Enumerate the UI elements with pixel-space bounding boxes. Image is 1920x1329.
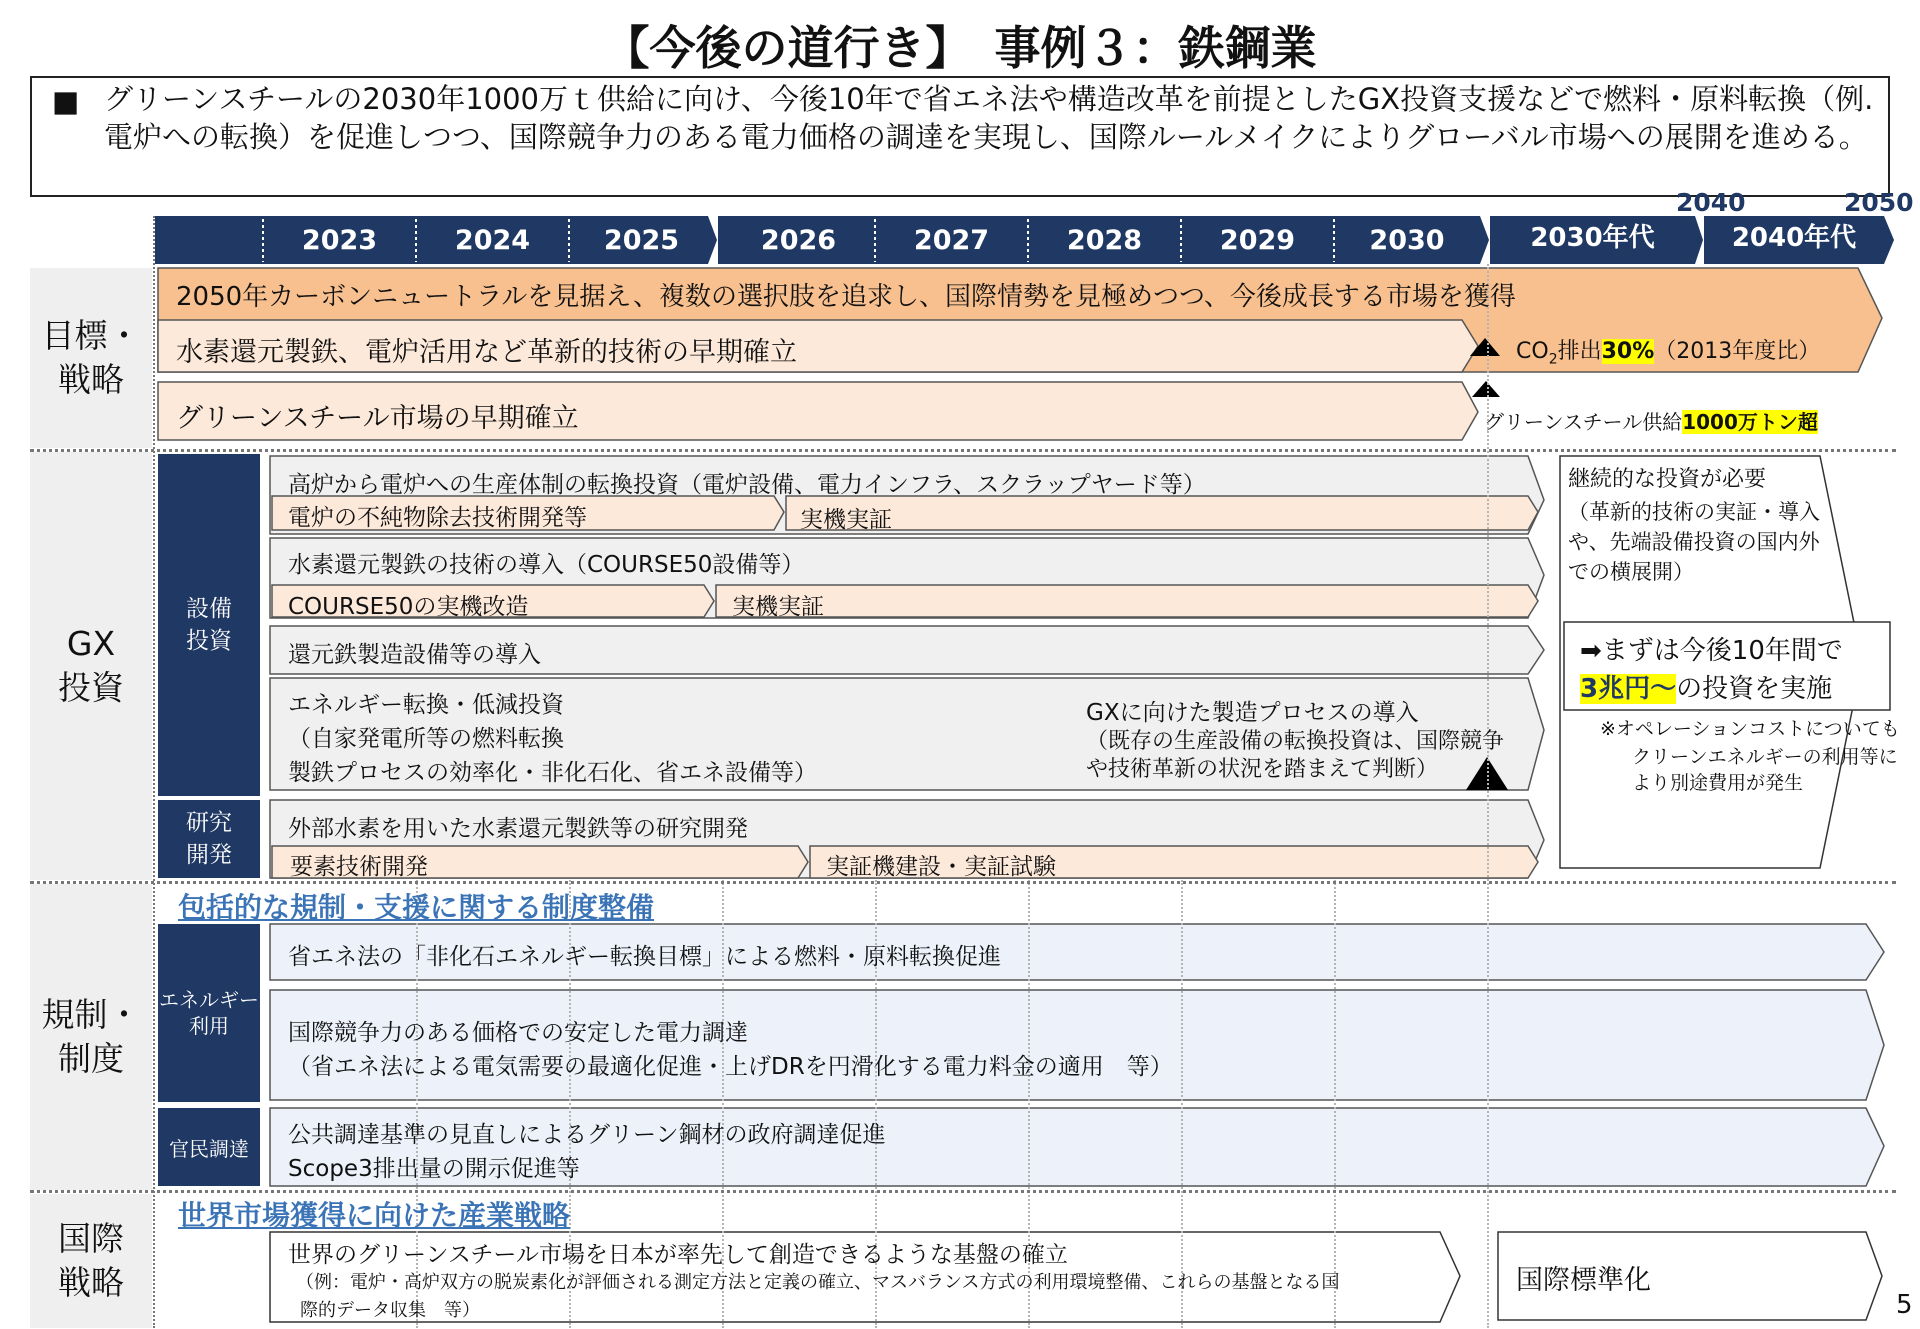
year-above-2040: 2040 [1676,188,1746,217]
gx-box-4-right3: や技術革新の状況を踏まえて判断） [1086,757,1439,782]
year-2027: 2027 [913,225,990,256]
gx-side-line3: や、先端設備投資の国内外 [1568,530,1820,554]
reg-arrow-2-line1: 国際競争力のある価格での安定した電力調達 [288,1020,748,1046]
page-number: 5 [1896,1290,1913,1320]
year-2025: 2025 [603,225,680,256]
gx-side-line2: （革新的技術の実証・導入 [1568,500,1820,524]
year-2029: 2029 [1219,225,1296,256]
gx-invest-line1: ➡まずは今後10年間で [1580,636,1843,666]
gx-box-5-title: 外部水素を用いた水素還元製鉄等の研究開発 [288,816,748,842]
reg-public-label: 官民調達 [158,1108,260,1186]
decade-2040s: 2040年代 [1731,223,1857,253]
intl-heading[interactable]: 世界市場獲得に向けた産業戦略 [178,1199,571,1232]
gx-box-1-sub1-text: 電炉の不純物除去技術開発等 [288,505,587,531]
decade-2030s: 2030年代 [1530,223,1655,253]
gx-box-5-sub1-text: 要素技術開発 [290,854,428,880]
reg-arrow-3-line1: 公共調達基準の見直しによるグリーン鋼材の政府調達促進 [288,1122,886,1148]
year-2024: 2024 [454,225,531,256]
gx-box-4-line2: （自家発電所等の燃料転換 [288,726,564,752]
gx-box-1-sub2-text: 実機実証 [800,507,892,533]
gx-box-2-title: 水素還元製鉄の技術の導入（COURSE50設備等） [288,552,805,578]
intl-arrow-2-text: 国際標準化 [1516,1265,1651,1296]
gx-box-2-sub2 [716,585,1538,617]
summary-bullet: ■ [52,84,80,118]
row-separator [30,1190,1896,1193]
year-2030: 2030 [1369,225,1445,256]
gx-note-line2: クリーンエネルギーの利用等に [1632,746,1898,768]
gx-invest-line2: 3兆円～の投資を実施 [1580,674,1833,704]
intl-arrow-1-line3: 際的データ収集 等） [300,1300,480,1321]
grid-line [153,216,155,1328]
row-label-gx: GX 投資 [30,452,152,880]
reg-arrow-3-line2: Scope3排出量の開示促進等 [288,1156,580,1182]
supply-target: グリーンスチール供給1000万トン超 [1484,410,1818,434]
reg-energy-label: エネルギー 利用 [158,924,260,1102]
gx-side-line4: での横展開） [1568,560,1694,584]
summary-text: グリーンスチールの2030年1000万ｔ供給に向け、今後10年で省エネ法や構造改革を前提としたGX投資支援などで燃料・原料転換（例.電炉への転換）を促進しつつ、国際競争力のある電力価格の調達を実現し、国際ルールメイクによりグローバル市場への展開を進める。 [104,82,1874,154]
reg-heading[interactable]: 包括的な規制・支援に関する制度整備 [178,891,655,924]
gx-box-2-sub1-text: COURSE50の実機改造 [288,594,529,620]
co2-target: $CO_2$排出30%（2013年度比） [1516,339,1821,368]
year-2026: 2026 [760,225,837,256]
page-title: 【今後の道行き】 事例３：鉄鋼業 [603,21,1317,75]
gx-rd-label: 研究 開発 [158,800,260,878]
year-2028: 2028 [1066,225,1143,256]
reg-arrow-1-text: 省エネ法の「非化石エネルギー転換目標」による燃料・原料転換促進 [288,944,1001,970]
intl-arrow-1-line2: （例：電炉・高炉双方の脱炭素化が評価される測定方法と定義の確立、マスバランス方式の利用環境整備、これらの基盤となる国 [296,1272,1340,1293]
gx-box-1-sub2 [786,496,1538,530]
goal-market-text: グリーンスチール市場の早期確立 [176,403,579,434]
gx-side-line1: 継続的な投資が必要 [1568,467,1767,492]
row-separator [30,881,1896,884]
gx-box-4-line1: エネルギー転換・低減投資 [288,692,564,718]
gx-note-line1: ※オペレーションコストについても [1600,718,1900,740]
year-above-2050: 2050 [1844,188,1914,217]
grid-line [1334,880,1336,1328]
gx-box-5-sub2-text: 実証機建設・実証試験 [826,854,1056,880]
gx-box-1-title: 高炉から電炉への生産体制の転換投資（電炉設備、電力インフラ、スクラップヤード等） [288,472,1206,498]
year-2023: 2023 [301,225,378,256]
row-separator [30,449,1896,452]
intl-arrow-1-line1: 世界のグリーンスチール市場を日本が率先して創造できるような基盤の確立 [288,1242,1068,1268]
gx-note-line3: より別途費用が発生 [1632,772,1804,794]
supply-triangle-marker [1472,381,1500,397]
row-label-reg: 規制・ 制度 [30,884,152,1190]
reg-arrow-2-line2: （省エネ法による電気需要の最適化促進・上げDRを円滑化する電力料金の適用 等） [288,1054,1173,1080]
gx-box-4-right2: （既存の生産設備の転換投資は、国際競争 [1086,729,1505,754]
gx-box-2-sub2-text: 実機実証 [732,594,824,620]
row-label-intl: 国際 戦略 [30,1194,152,1328]
goal-tech-text: 水素還元製鉄、電炉活用など革新的技術の早期確立 [176,337,797,368]
row-label-goal: 目標・ 戦略 [30,268,152,448]
gx-box-4-right1: GXに向けた製造プロセスの導入 [1086,700,1419,726]
grid-line [1181,880,1183,1328]
gx-box-4-line3: 製鉄プロセスの効率化・非化石化、省エネ設備等） [288,760,817,786]
gx-box-3-title: 還元鉄製造設備等の導入 [288,642,541,668]
right-arrow-icon: ➡ [1580,636,1602,666]
goal-main-text: 2050年カーボンニュートラルを見据え、複数の選択肢を追求し、国際情勢を見極めつつ、今後成長する市場を獲得 [176,282,1516,312]
gx-facility-label: 設備 投資 [158,454,260,796]
